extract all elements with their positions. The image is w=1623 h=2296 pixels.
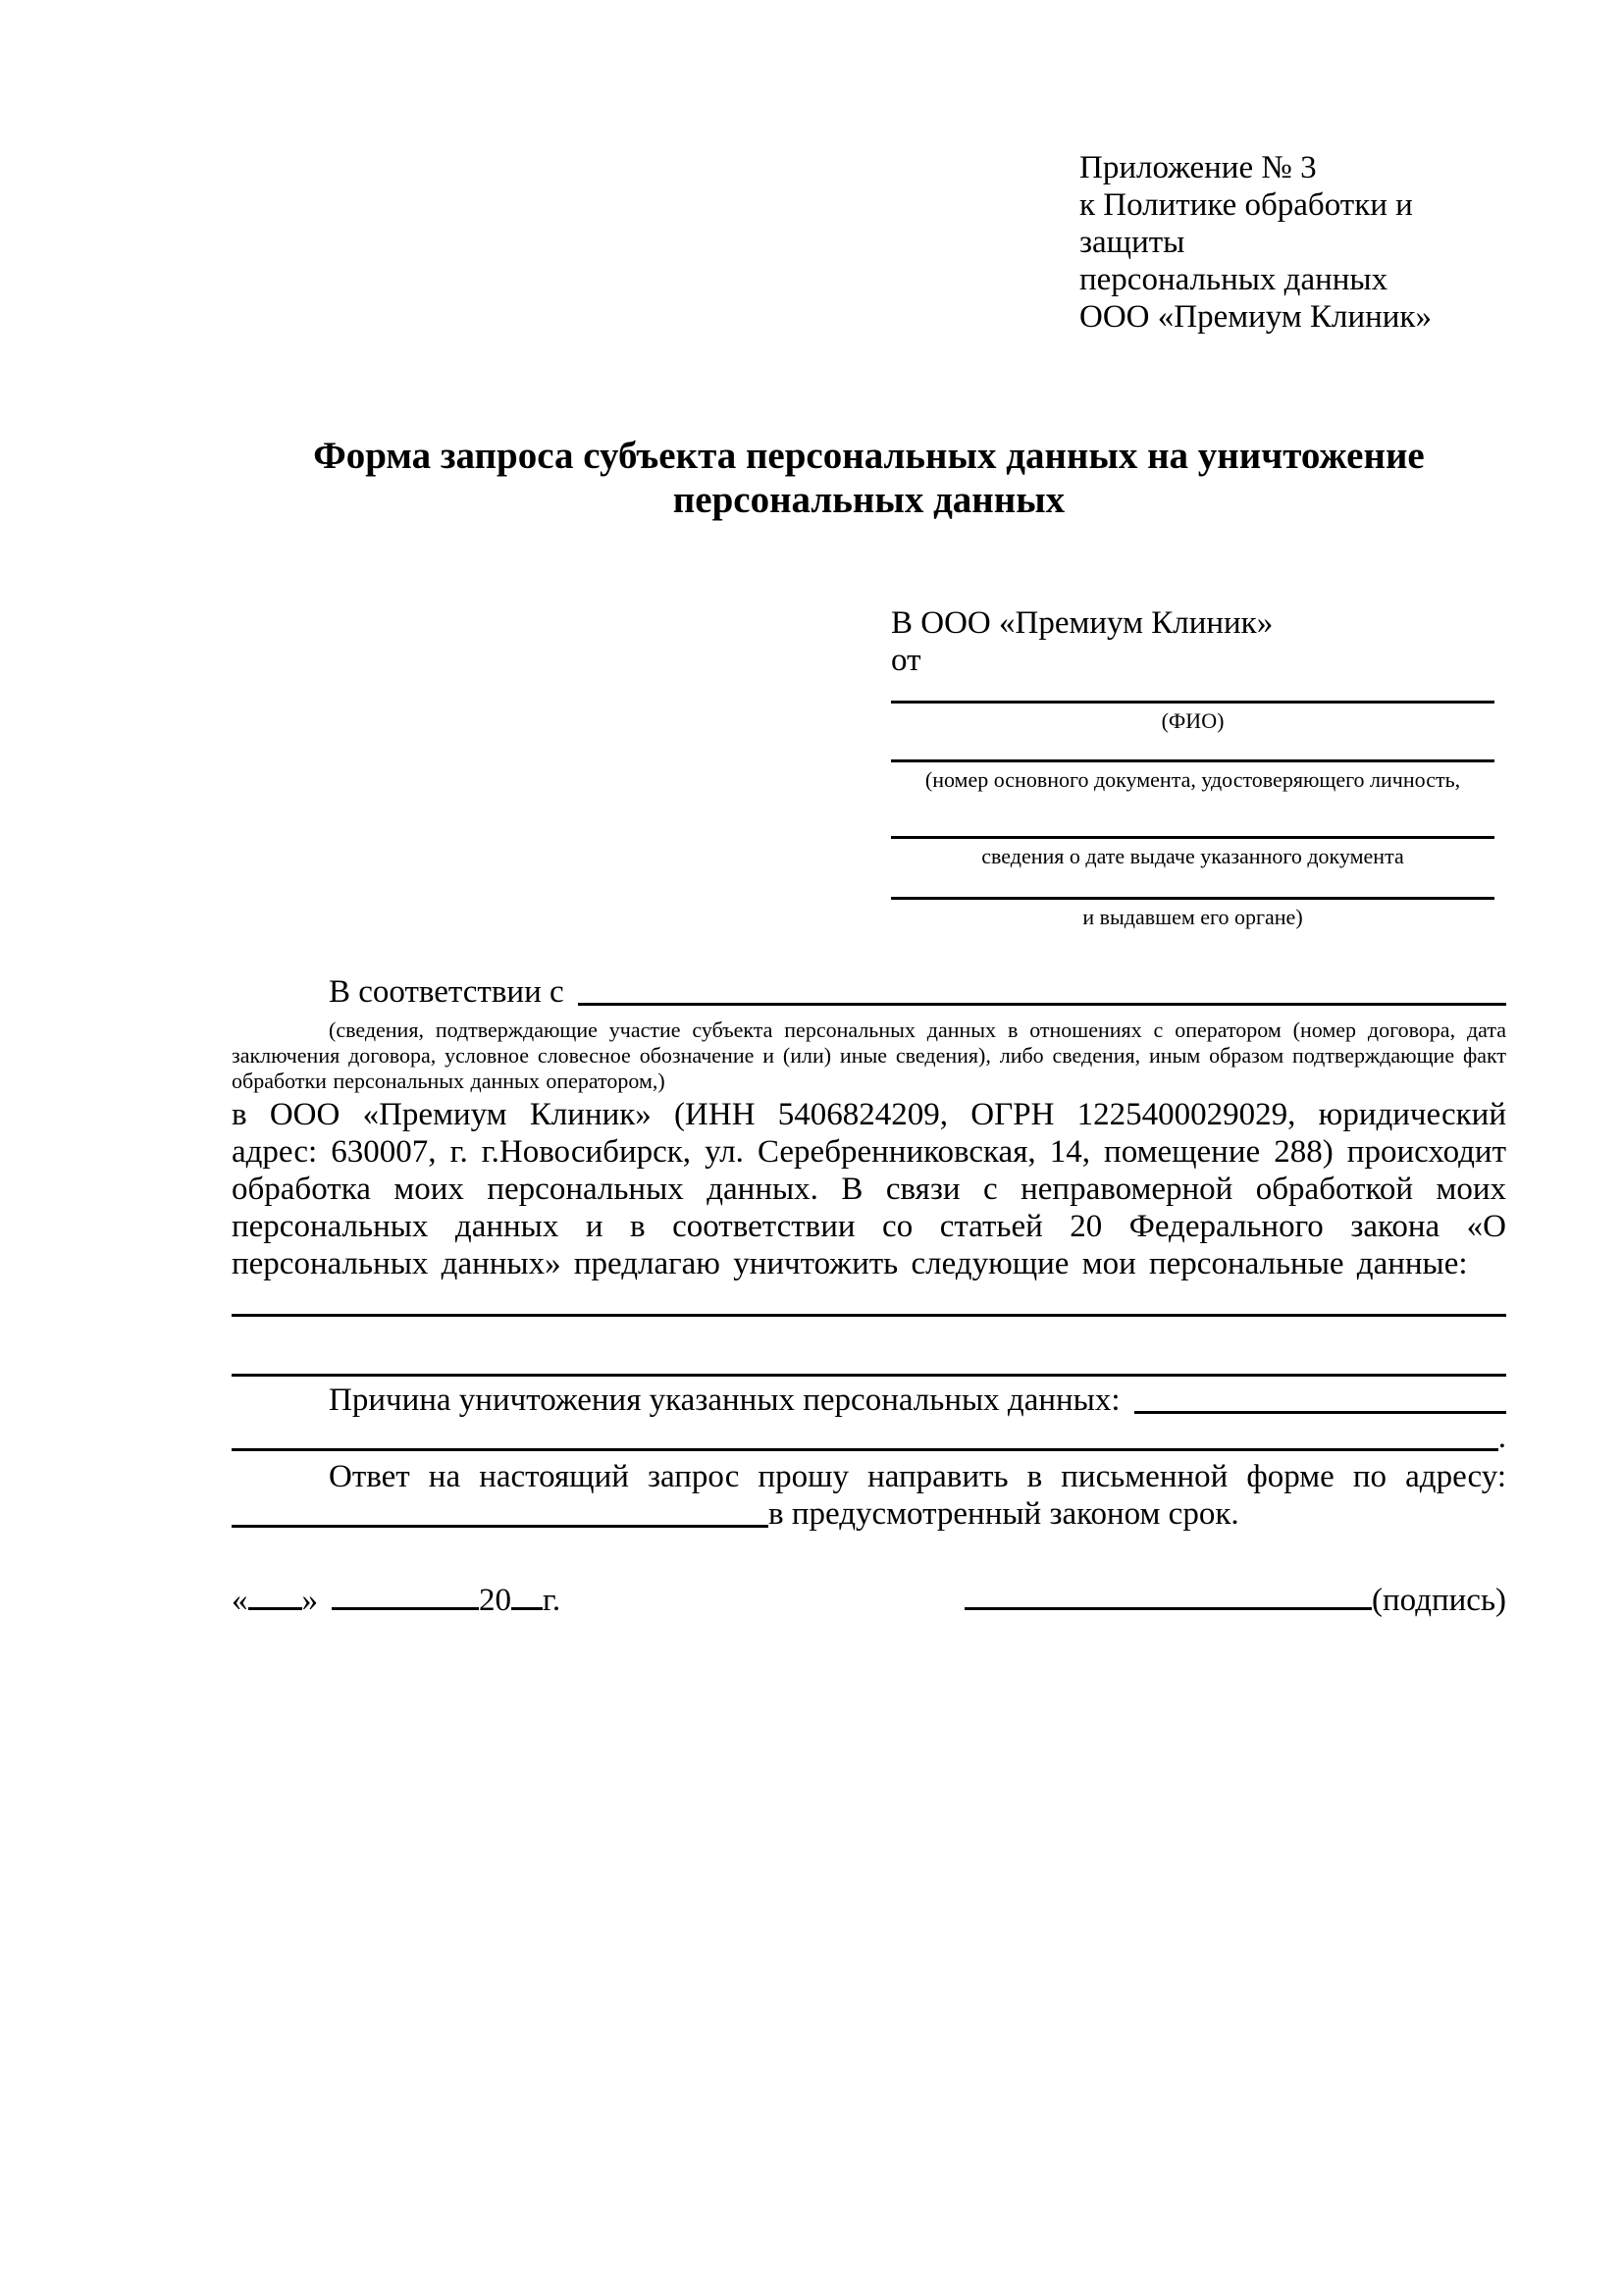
fio-caption: (ФИО) (1161, 708, 1225, 733)
day-blank-line (248, 1607, 302, 1610)
document-title-line-2: персональных данных (672, 479, 1066, 521)
signature-blank-line (965, 1607, 1372, 1610)
addressee-block (891, 604, 1494, 929)
main-paragraph: в ООО «Премиум Клиник» (ИНН 5406824209, ОГРН 1225400029029, юридический адрес: 630007, г. г.Новосибирск, ул. Серебренниковская, 14, помещение 288) происходит обработка моих персональных данных. В связи с неправомерной обработкой моих персональных данных и в соответствии со статьей 20 Федерального закона «О персональных данных» предлагаю уничтожить следующие мои персональные данные: (232, 1097, 1506, 1281)
address-row (232, 1495, 1506, 1533)
document-title-line-1: Форма запроса субъекта персональных данных на уничтожение (313, 435, 1425, 477)
document-number-field (891, 759, 1494, 792)
document-content (232, 0, 1506, 1619)
signature-caption: (подпись) (1372, 1583, 1506, 1618)
document-title (232, 434, 1506, 522)
fio-field (891, 701, 1494, 733)
year-prefix: 20 (479, 1583, 511, 1618)
day-close-quote: » (301, 1583, 318, 1618)
issue-date-field (891, 836, 1494, 868)
appendix-header-line-4: ООО «Премиум Клиник» (1079, 299, 1432, 335)
month-blank-line (332, 1607, 479, 1610)
reason-continuation-row (232, 1419, 1506, 1456)
personal-data-blank-line-2 (232, 1374, 1506, 1377)
reason-row (232, 1382, 1506, 1419)
signature-group (965, 1582, 1506, 1619)
appendix-header-line-2: к Политике обработки и защиты (1079, 187, 1413, 260)
reason-blank-line (1134, 1411, 1506, 1414)
appendix-header (1079, 149, 1506, 336)
response-sentence: Ответ на настоящий запрос прошу направить в письменной форме по адресу: (329, 1459, 1506, 1494)
issuing-authority-caption: и выдавшем его органе) (1082, 905, 1303, 929)
date-group (232, 1582, 560, 1619)
accordance-label: В соответствии с (329, 974, 564, 1010)
day-open-quote: « (232, 1583, 248, 1618)
document-number-caption: (номер основного документа, удостоверяющего личность, (924, 767, 1461, 792)
reason-continuation-blank-line (232, 1448, 1498, 1451)
year-blank-line (511, 1607, 543, 1610)
year-suffix: г. (543, 1583, 561, 1618)
accordance-footnote: (сведения, подтверждающие участие субъекта персональных данных в отношениях с оператором (номер договора, дата заключения договора, условное словесное обозначение и (или) иные сведения), либо сведения, иным образом подтверждающие факт обработки персональных данных оператором,) (232, 1018, 1506, 1093)
addressee-from-label: от (891, 643, 921, 678)
addressee-to: В ООО «Премиум Клиник» (891, 605, 1274, 641)
address-blank-line (232, 1525, 768, 1528)
reason-line-terminator: . (1497, 1420, 1506, 1455)
response-suffix: в предусмотренный законом срок. (768, 1496, 1239, 1532)
appendix-header-line-3: персональных данных (1079, 262, 1388, 297)
date-signature-row (232, 1582, 1506, 1619)
accordance-blank-line (578, 1003, 1506, 1006)
issuing-authority-field (891, 897, 1494, 929)
appendix-header-line-1: Приложение № 3 (1079, 150, 1317, 185)
reason-label: Причина уничтожения указанных персональных данных: (329, 1383, 1121, 1418)
issue-date-caption: сведения о дате выдаче указанного документа (981, 844, 1404, 868)
personal-data-blank-line-1 (232, 1314, 1506, 1317)
accordance-row (232, 973, 1506, 1011)
